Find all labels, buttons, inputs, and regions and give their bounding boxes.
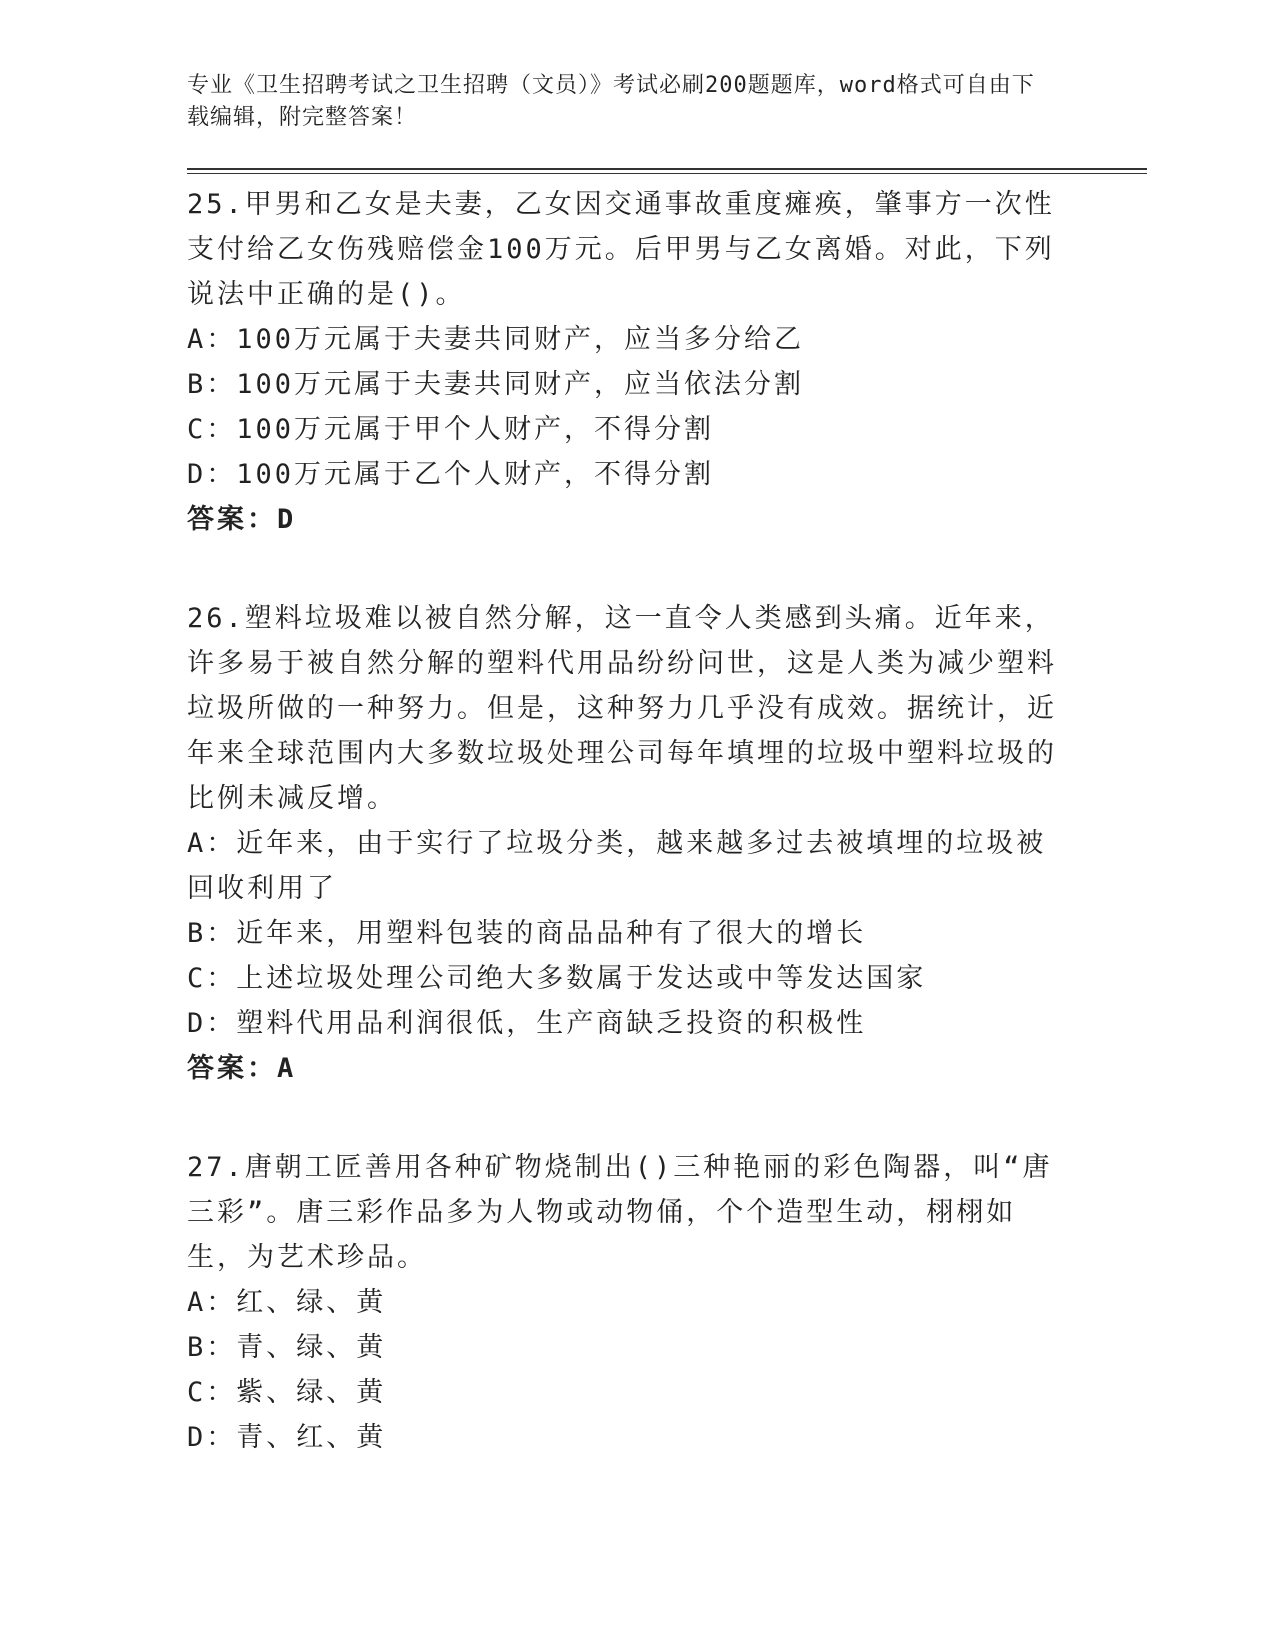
option-c: C：紫、绿、黄 — [187, 1377, 387, 1408]
option-a: A：红、绿、黄 — [187, 1287, 387, 1318]
answer-line — [187, 1046, 1147, 1091]
question-26 — [187, 596, 1147, 1091]
header-divider — [187, 168, 1147, 174]
question-stem: 26.塑料垃圾难以被自然分解，这一直令人类感到头痛。近年来，许多易于被自然分解的塑料代用品纷纷问世，这是人类为减少塑料垃圾所做的一种努力。但是，这种努力几乎没有成效。据统计，近年来全球范围内大多数垃圾处理公司每年填埋的垃圾中塑料垃圾的比例未减反增。 — [187, 603, 1057, 814]
option-d: D：100万元属于乙个人财产，不得分割 — [187, 459, 715, 490]
answer-value: A — [277, 1053, 297, 1084]
answer-label: 答案： — [187, 504, 277, 535]
option-a: A：100万元属于夫妻共同财产，应当多分给乙 — [187, 324, 805, 355]
option-a: A：近年来，由于实行了垃圾分类，越来越多过去被填埋的垃圾被回收利用了 — [187, 828, 1047, 904]
option-b: B：100万元属于夫妻共同财产，应当依法分割 — [187, 369, 805, 400]
answer-line — [187, 497, 1147, 542]
answer-value: D — [277, 504, 297, 535]
document-page — [187, 70, 1147, 1514]
option-d: D：塑料代用品利润很低，生产商缺乏投资的积极性 — [187, 1008, 867, 1039]
option-b: B：青、绿、黄 — [187, 1332, 387, 1363]
question-list — [187, 182, 1147, 1460]
question-25 — [187, 182, 1147, 542]
question-stem: 25.甲男和乙女是夫妻，乙女因交通事故重度瘫痪，肇事方一次性支付给乙女伤残赔偿金100万元。后甲男与乙女离婚。对此，下列说法中正确的是()。 — [187, 189, 1055, 310]
option-c: C：100万元属于甲个人财产，不得分割 — [187, 414, 715, 445]
question-stem: 27.唐朝工匠善用各种矿物烧制出()三种艳丽的彩色陶器，叫“唐三彩”。唐三彩作品多为人物或动物俑，个个造型生动，栩栩如生，为艺术珍品。 — [187, 1152, 1053, 1273]
divider-line-thin — [187, 173, 1147, 174]
document-header: 专业《卫生招聘考试之卫生招聘（文员）》考试必刷200题题库，word格式可自由下载编辑，附完整答案！ — [187, 73, 1035, 130]
divider-line-thick — [187, 168, 1147, 170]
option-d: D：青、红、黄 — [187, 1422, 387, 1453]
option-b: B：近年来，用塑料包装的商品品种有了很大的增长 — [187, 918, 867, 949]
question-27 — [187, 1145, 1147, 1460]
answer-label: 答案： — [187, 1053, 277, 1084]
option-c: C：上述垃圾处理公司绝大多数属于发达或中等发达国家 — [187, 963, 927, 994]
